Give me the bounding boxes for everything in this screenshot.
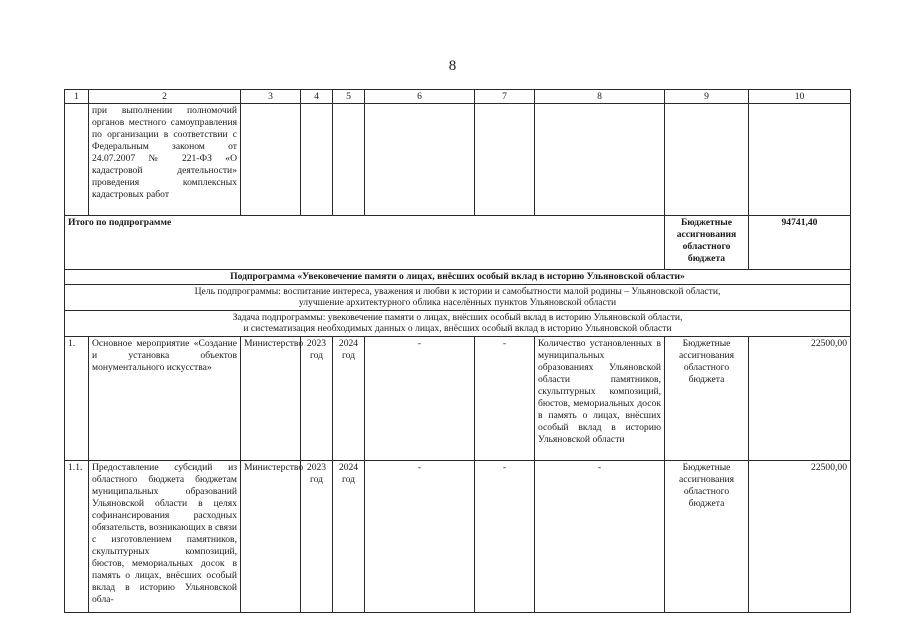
indicator: -	[535, 460, 665, 612]
task-line: и систематизация необходимых данных о лицах, внёсших особый вклад в историю Ульяновской области	[243, 323, 672, 334]
column-header: 7	[475, 90, 535, 104]
subprogram-goal-row	[65, 284, 851, 310]
column-header: 10	[749, 90, 851, 104]
end-year: 2024 год	[333, 336, 365, 460]
column-number-header	[65, 90, 851, 104]
executor: Министерство	[241, 460, 301, 612]
column-header: 9	[665, 90, 749, 104]
end-year: 2024 год	[333, 460, 365, 612]
executor: Министерство	[241, 336, 301, 460]
funding-source: Бюджетные ассигнования областного бюджета	[665, 460, 749, 612]
continuation-text: при выполнении полномочий органов местного самоуправления по организации в соответствии с Федеральным законом от 24.07.2007 № 221-ФЗ «О кадастровой деятельности» проведения комплексных кадастровых работ	[89, 104, 241, 216]
total-label: Итого по подпрограмме	[65, 216, 665, 270]
cell-empty	[365, 104, 475, 216]
goal-line: Цель подпрограммы: воспитание интереса, уважения и любви к истории и самобытности малой родины – Ульяновской области,	[194, 285, 721, 297]
continuation-row	[65, 104, 851, 216]
column-6-value: -	[365, 336, 475, 460]
cell-empty	[241, 104, 301, 216]
cell-empty	[535, 104, 665, 216]
page-number: 8	[448, 58, 457, 74]
goal-line: улучшение архитектурного облика населённых пунктов Ульяновской области	[298, 297, 617, 308]
subprogram-title: Подпрограмма «Увековечение памяти о лицах, внёсших особый вклад в историю Ульяновской области»	[65, 270, 851, 285]
row-number: 1.1.	[65, 460, 89, 612]
column-header: 6	[365, 90, 475, 104]
start-year: 2023 год	[301, 336, 333, 460]
indicator: Количество установленных в муниципальных образованиях Ульяновской области памятников, скульптурных композиций, бюстов, мемориальных досок в память о лицах, внёсших особый вклад в историю Ульяновской области	[535, 336, 665, 460]
cell-empty	[301, 104, 333, 216]
table-row	[65, 460, 851, 612]
column-header: 5	[333, 90, 365, 104]
column-7-value: -	[475, 460, 535, 612]
column-6-value: -	[365, 460, 475, 612]
column-header: 8	[535, 90, 665, 104]
amount: 22500,00	[749, 336, 851, 460]
cell-empty	[333, 104, 365, 216]
cell-empty	[475, 104, 535, 216]
column-header: 4	[301, 90, 333, 104]
task-line: Задача подпрограммы: увековечение памяти о лицах, внёсших особый вклад в историю Ульяновской области,	[232, 311, 683, 323]
subprogram-title-row	[65, 270, 851, 285]
funding-source: Бюджетные ассигнования областного бюджета	[665, 336, 749, 460]
program-table	[64, 89, 851, 613]
cell-empty	[749, 104, 851, 216]
row-number: 1.	[65, 336, 89, 460]
column-7-value: -	[475, 336, 535, 460]
activity-name: Предоставление субсидий из областного бюджета бюджетам муниципальных образований Ульяновской области в целях софинансирования расходных обязательств, возникающих в связи с изготовлением памятников, скульптурных композиций, бюстов, мемориальных досок в память о лицах, внёсших особый вклад в историю Ульяновской обла-	[89, 460, 241, 612]
amount: 22500,00	[749, 460, 851, 612]
activity-name: Основное мероприятие «Создание и установка объектов монументального искусства»	[89, 336, 241, 460]
cell-empty	[665, 104, 749, 216]
column-header: 3	[241, 90, 301, 104]
subprogram-total-row	[65, 216, 851, 270]
cell-empty	[65, 104, 89, 216]
table-row	[65, 336, 851, 460]
start-year: 2023 год	[301, 460, 333, 612]
subprogram-task-row	[65, 310, 851, 336]
total-amount: 94741,40	[749, 216, 851, 270]
column-header: 2	[89, 90, 241, 104]
subprogram-goal	[65, 284, 851, 310]
column-header: 1	[65, 90, 89, 104]
subprogram-task	[65, 310, 851, 336]
total-funding-source: Бюджетные ассигнования областного бюджета	[665, 216, 749, 270]
